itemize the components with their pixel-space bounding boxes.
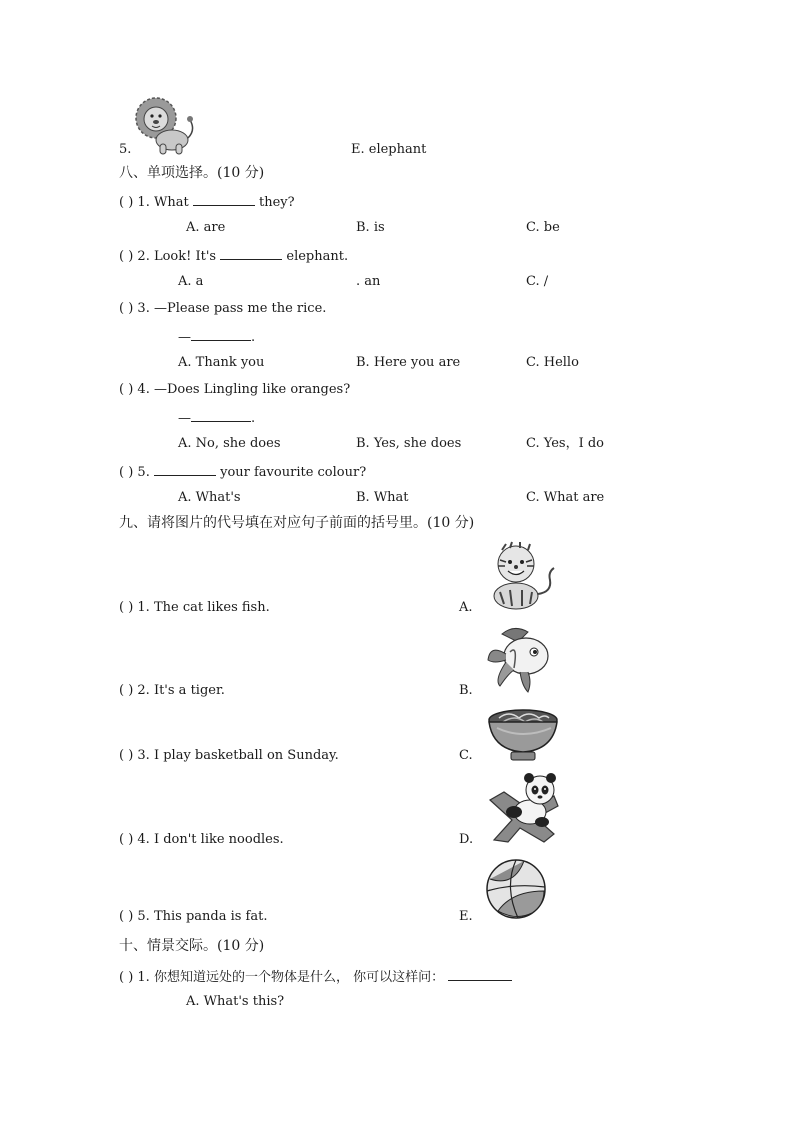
question-4	[119, 382, 350, 398]
picture-label-e: E.	[459, 909, 473, 924]
answer-blank[interactable]	[220, 247, 282, 260]
option-a: A. are	[186, 220, 226, 235]
reply-line: — .	[178, 330, 256, 345]
section-9-title: 九、请将图片的代号填在对应句子前面的括号里。(10 分)	[119, 515, 475, 531]
answer-blank[interactable]	[154, 463, 216, 476]
question-text: ( ) 1. 你想知道远处的一个物体是什么， 你可以这样问：	[119, 970, 445, 985]
question-3	[119, 301, 326, 317]
question-5	[119, 463, 366, 481]
question-text: What	[153, 195, 189, 210]
answer-blank[interactable]	[191, 409, 251, 422]
match-sentence-4: ( ) 4. I don't like noodles.	[119, 832, 284, 847]
match-sentence-1: ( ) 1. The cat likes fish.	[119, 600, 270, 615]
picture-label-d: D.	[459, 832, 474, 847]
option-a: A. Thank you	[178, 355, 265, 370]
lion-picture	[134, 94, 200, 156]
match-sentence-2: ( ) 2. It's a tiger.	[119, 683, 225, 698]
option-c: C. Yes，I do	[526, 436, 604, 451]
option-b: B. Here you are	[356, 355, 461, 370]
option-b: . an	[356, 274, 381, 289]
option-e-elephant: E. elephant	[351, 142, 427, 157]
question-number: 2.	[137, 249, 150, 264]
option-b: B. What	[356, 490, 409, 505]
reply-dash: —	[178, 330, 191, 345]
picture-label-b: B.	[459, 683, 473, 698]
goldfish-picture	[484, 624, 554, 694]
question-text: your favourite colour?	[220, 465, 367, 480]
answer-blank[interactable]	[191, 328, 251, 341]
answer-paren[interactable]: ( )	[119, 465, 134, 480]
question-number: 1.	[137, 195, 150, 210]
answer-blank[interactable]	[193, 193, 255, 206]
option-c: C. /	[526, 274, 549, 289]
picture-label-a: A.	[459, 600, 473, 615]
ball-picture	[484, 857, 548, 921]
situation-question-1	[119, 968, 512, 986]
reply-line: — .	[178, 411, 256, 426]
option-b: B. Yes, she does	[356, 436, 462, 451]
panda-picture	[484, 770, 564, 844]
question-1	[119, 193, 295, 211]
match-sentence-5: ( ) 5. This panda is fat.	[119, 909, 268, 924]
option-a: A. What's this?	[186, 994, 285, 1009]
option-b: B. is	[356, 220, 385, 235]
noodle-bowl-picture	[485, 706, 561, 764]
question-text: elephant.	[286, 249, 349, 264]
answer-paren[interactable]: ( )	[119, 195, 134, 210]
question-number: 5.	[137, 465, 150, 480]
option-a: A. a	[178, 274, 204, 289]
answer-paren[interactable]: ( )	[119, 382, 134, 397]
tiger-picture	[482, 540, 558, 612]
item-number: 5.	[119, 142, 132, 157]
section-8-title: 八、单项选择。(10 分)	[119, 165, 265, 181]
question-text: —Please pass me the rice.	[153, 301, 327, 316]
question-number: 3.	[137, 301, 150, 316]
section-10-title: 十、情景交际。(10 分)	[119, 938, 265, 954]
answer-blank[interactable]	[448, 968, 512, 981]
question-2	[119, 247, 348, 265]
question-text: Look! It's	[153, 249, 217, 264]
answer-paren[interactable]: ( )	[119, 249, 134, 264]
option-c: C. Hello	[526, 355, 579, 370]
option-c: C. What are	[526, 490, 605, 505]
question-text: they?	[258, 195, 295, 210]
question-number: 4.	[137, 382, 150, 397]
option-c: C. be	[526, 220, 560, 235]
reply-dash: —	[178, 411, 191, 426]
question-text: —Does Lingling like oranges?	[153, 382, 351, 397]
answer-paren[interactable]: ( )	[119, 301, 134, 316]
option-a: A. What's	[178, 490, 241, 505]
picture-label-c: C.	[459, 748, 473, 763]
option-a: A. No, she does	[178, 436, 281, 451]
match-sentence-3: ( ) 3. I play basketball on Sunday.	[119, 748, 339, 763]
